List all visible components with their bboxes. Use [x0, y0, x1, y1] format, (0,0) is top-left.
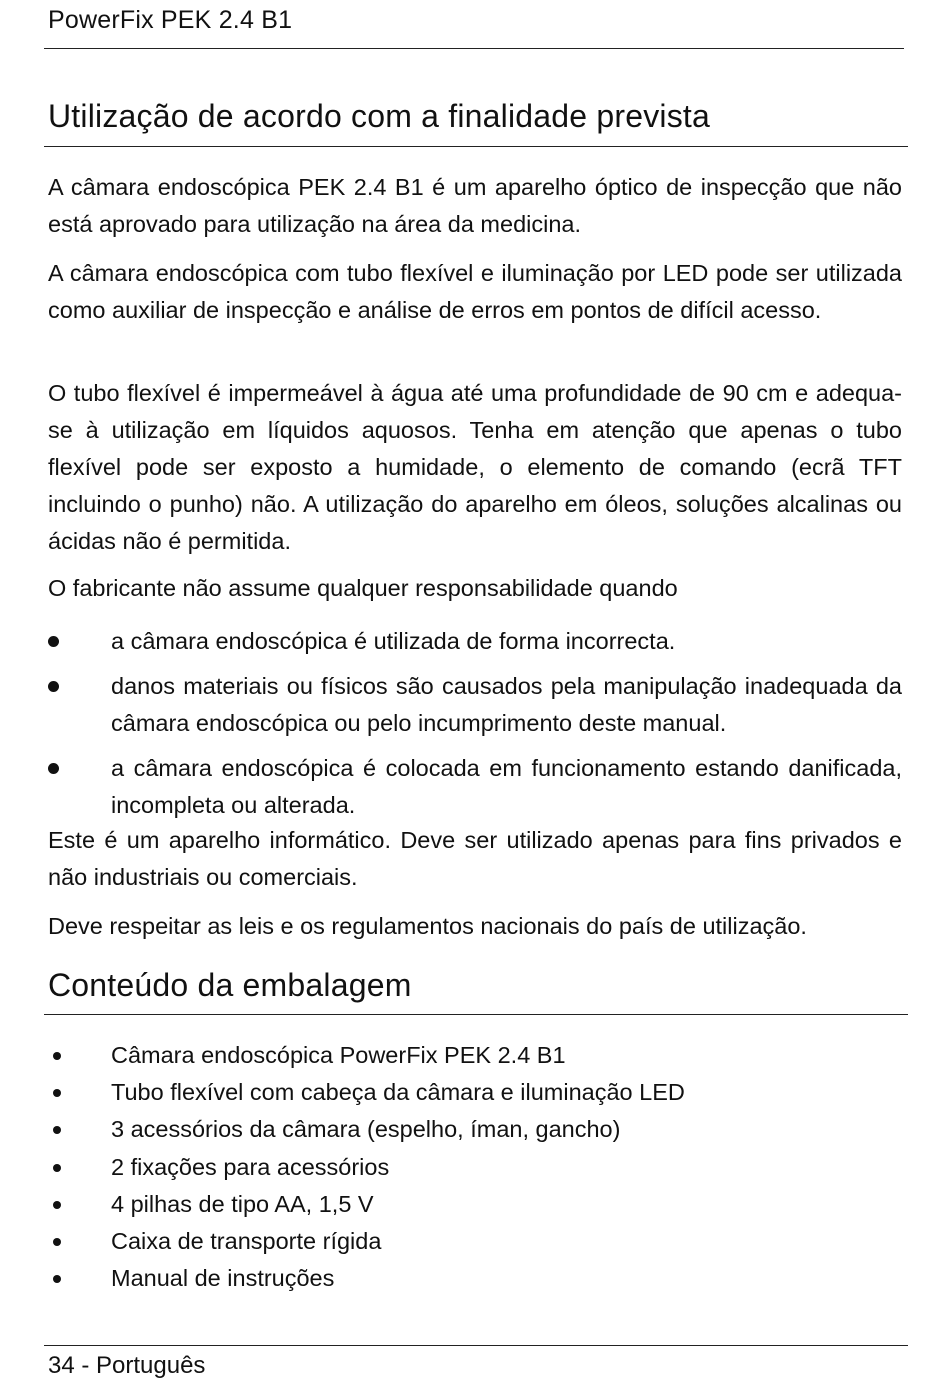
section-title-intended-use: Utilização de acordo com a finalidade prevista [48, 98, 710, 134]
bullet-icon [53, 1238, 61, 1246]
bullet-icon [53, 1275, 61, 1283]
list-item [48, 1074, 902, 1111]
list-item-text: a câmara endoscópica é utilizada de forma incorrecta. [111, 628, 676, 654]
list-item-text: Caixa de transporte rígida [111, 1228, 382, 1255]
bullet-icon [48, 763, 59, 774]
list-item [48, 1111, 902, 1148]
bullet-icon [48, 636, 59, 647]
section-divider [44, 1014, 908, 1015]
bullet-icon [53, 1201, 61, 1209]
list-item-text: 4 pilhas de tipo AA, 1,5 V [111, 1190, 374, 1217]
list-item-text: a câmara endoscópica é colocada em funcionamento estando danificada, incompleta ou alterada. [111, 755, 902, 818]
bullet-icon [53, 1052, 61, 1060]
list-item [48, 1149, 902, 1186]
paragraph-liability: O fabricante não assume qualquer responsabilidade quando [48, 575, 678, 601]
list-item-text: danos materiais ou físicos são causados pela manipulação inadequada da câmara endoscópica ou pelo incumprimento deste manual. [111, 673, 902, 736]
list-item [48, 1260, 902, 1297]
page-number: 34 - Português [48, 1352, 206, 1379]
list-item-text: Tubo flexível com cabeça da câmara e iluminação LED [111, 1079, 685, 1106]
list-item-text: 2 fixações para acessórios [111, 1153, 390, 1180]
list-item-text: 3 acessórios da câmara (espelho, íman, gancho) [111, 1116, 621, 1143]
list-item [48, 1223, 902, 1260]
paragraph-purpose: A câmara endoscópica PEK 2.4 B1 é um aparelho óptico de inspecção que não está aprovado para utilização na área da medicina. [48, 174, 902, 237]
bullet-icon [53, 1164, 61, 1172]
bullet-icon [48, 681, 59, 692]
bullet-icon [53, 1089, 61, 1097]
header-divider [44, 48, 904, 49]
footer-divider [44, 1345, 908, 1346]
running-header: PowerFix PEK 2.4 B1 [48, 6, 293, 34]
list-item [48, 623, 902, 660]
list-item [48, 668, 902, 742]
paragraph-private-use: Este é um aparelho informático. Deve ser utilizado apenas para fins privados e não industriais ou comerciais. [48, 827, 902, 890]
bullet-icon [53, 1126, 61, 1134]
section-divider [44, 146, 908, 147]
paragraph-usage: A câmara endoscópica com tubo flexível e iluminação por LED pode ser utilizada como auxiliar de inspecção e análise de erros em pontos de difícil acesso. [48, 260, 902, 323]
package-contents-list [48, 1037, 902, 1297]
liability-conditions-list [48, 623, 902, 824]
list-item [48, 1037, 902, 1074]
list-item-text: Câmara endoscópica PowerFix PEK 2.4 B1 [111, 1042, 566, 1068]
section-title-package-contents: Conteúdo da embalagem [48, 967, 412, 1003]
paragraph-regulations: Deve respeitar as leis e os regulamentos nacionais do país de utilização. [48, 913, 807, 939]
list-item [48, 1186, 902, 1223]
paragraph-waterproof: O tubo flexível é impermeável à água até uma profundidade de 90 cm e adequa-se à utilização em líquidos aquosos. Tenha em atenção que apenas o tubo flexível pode ser exposto a humidade, o elemento de comando (ecrã TFT incluindo o punho) não. A utilização do aparelho em óleos, soluções alcalinas ou ácidas não é permitida. [48, 380, 902, 554]
list-item-text: Manual de instruções [111, 1265, 335, 1292]
list-item [48, 750, 902, 824]
